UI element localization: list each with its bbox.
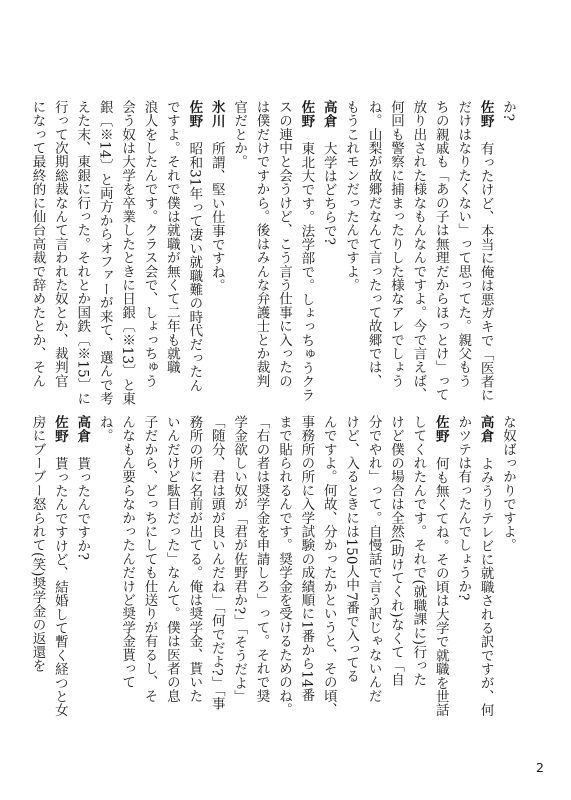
speaker-name: 佐野 [298, 100, 315, 128]
line-text: 務所の所に名前が出てる。俺は奨学金、貰いた [186, 415, 203, 703]
text-line [452, 100, 474, 388]
text-line [161, 100, 183, 380]
text-line [362, 100, 384, 388]
text-line [26, 100, 48, 388]
text-line [71, 415, 93, 690]
line-text: ですよ。それで僕は就職が無くて二年も就職 [163, 100, 180, 374]
line-text: 会う奴は大学を卒業したときに日銀〔※13〕と東 [119, 100, 136, 406]
line-text: 何も無くてね。その頃は大学で就職を世話 [432, 456, 449, 718]
line-text: スの連中と会うけど、こう言う仕事に入ったの [275, 100, 292, 388]
line-text: は僕だけですから。後はみんな弁護士とか裁判 [253, 100, 270, 388]
text-line [385, 100, 407, 388]
text-line [93, 415, 115, 690]
text-line [48, 415, 70, 718]
text-line [250, 100, 272, 388]
text-line [205, 100, 227, 380]
text-line [161, 415, 183, 703]
speaker-name: 高倉 [477, 415, 494, 443]
text-line [474, 415, 496, 718]
text-line [362, 415, 384, 703]
line-text: 学金欲しい奴が「君が佐野君か?」「そうだよ」 [231, 415, 248, 704]
line-text: けど、入るときには150人中7番で入ってる [343, 415, 360, 684]
text-line [385, 415, 407, 690]
line-text: けど僕の場合は全然(助けてくれ)なくて「自 [387, 415, 404, 687]
text-line [26, 415, 48, 690]
text-line [317, 415, 339, 717]
line-text: 房にブーブー怒られて(笑)奨学金の返還を [29, 415, 46, 673]
text-line [116, 415, 138, 690]
page-number: 2 [536, 760, 544, 775]
dialogue-block-top [29, 100, 519, 406]
line-text: ね。 [96, 415, 113, 443]
text-line [183, 415, 205, 703]
line-text: 「随分、君は頭が良いんだね」「何でだよ?」「事 [208, 415, 225, 711]
speaker-name: 佐野 [477, 100, 494, 128]
line-text: 貰ったんですか? [74, 456, 91, 561]
line-text: いんだけど駄目だった」なんて。僕は医者の息 [163, 415, 180, 703]
text-line [183, 100, 205, 393]
text-line [474, 100, 496, 403]
line-text: 有ったけど、本当に俺は悪ガキで「医者に [477, 141, 494, 403]
text-line [407, 100, 429, 402]
text-line [228, 415, 250, 704]
text-line [273, 100, 295, 388]
text-line [48, 100, 70, 388]
line-text: 官だとか。 [231, 100, 248, 169]
line-text: もうこれモンだったんですよ。 [343, 100, 360, 292]
speaker-name: 佐野 [432, 415, 449, 443]
text-line [340, 415, 362, 690]
text-line [205, 415, 227, 711]
text-line [407, 415, 429, 690]
line-text: になって最終的に仙台高裁で辞めたとか、そん [29, 100, 46, 388]
line-text: な奴ばっかりですよ。 [500, 415, 516, 552]
text-line [497, 100, 519, 380]
text-line [452, 415, 474, 690]
text-line [138, 100, 160, 388]
speaker-name: 佐野 [186, 100, 203, 128]
text-line [273, 415, 295, 717]
line-text: 銀〔※14〕と両方からオファーが来て、選んで考 [96, 100, 113, 406]
line-text: まで貼られるんです。奨学金を受けるためのね。 [275, 415, 292, 717]
line-text: かツテは有ったんでしょうか? [455, 415, 472, 601]
text-line [295, 100, 317, 403]
line-text: んなもん要らなかったんだけど奨学金貰って [119, 415, 136, 689]
text-line [250, 415, 272, 703]
text-line [497, 415, 519, 690]
line-text: だけはなりたくない」って思ってた。親父もう [455, 100, 472, 388]
line-text: してくれたんです。それで(就職課に)行った [410, 415, 427, 687]
line-text: 浪人をしたんです。クラス会で、しょっちゅう [141, 100, 158, 388]
line-text: 行って次期総裁なんて言われた奴とか、裁判官 [51, 100, 68, 388]
text-line [138, 415, 160, 703]
line-text: 昭和31年って凄い就職難の時代だったん [186, 141, 203, 393]
speaker-name: 佐野 [51, 415, 68, 443]
text-line [295, 415, 317, 702]
text-line [429, 100, 451, 402]
line-text: 東北大です。法学部で。しょっちゅうクラ [298, 141, 315, 403]
line-text: 事務所の所に入学試験の成績順に1番から14番 [298, 415, 315, 702]
line-text: んですよ。何故、分かったかというと、その頃、 [320, 415, 337, 717]
line-text: ね。山梨が故郷だなんて言ったって故郷では、 [365, 100, 382, 388]
line-text: よみうりテレビに就職される訳ですが、何 [477, 456, 494, 718]
speaker-name: 高倉 [74, 415, 91, 443]
speaker-name: 氷川 [208, 100, 225, 128]
line-text: 貰ったんですけど、結婚して暫く経つと女 [51, 456, 68, 718]
speaker-name: 高倉 [320, 100, 337, 128]
text-line [71, 100, 93, 406]
text-line [317, 100, 339, 380]
line-text: 何回も警察に捕まったりした様なアレでしょう [387, 100, 404, 388]
line-text: か? [500, 100, 516, 122]
text-line [429, 415, 451, 718]
text-line [228, 100, 250, 380]
line-text: えた末、東銀に行った。それとか国鉄〔※15〕に [74, 100, 91, 406]
text-line [93, 100, 115, 406]
text-line [340, 100, 362, 380]
line-text: ちの親戚も「あの子は無理だからほっとけ」って [432, 100, 449, 402]
line-text: 放り出された様なもんなんですよ。今で言えば、 [410, 100, 427, 402]
line-text: 大学はどちらで? [320, 141, 337, 246]
line-text: 分でやれ」って。自慢話で言う訳じゃないんだ [365, 415, 382, 703]
text-line [116, 100, 138, 406]
dialogue-block-bottom [29, 415, 519, 718]
line-text: 「右の者は奨学金を申請しろ」って。それで奨 [253, 415, 270, 703]
line-text: 所謂、堅い仕事ですね。 [208, 141, 225, 293]
line-text: 子だから、どっちにしても仕送りが有るし、そ [141, 415, 158, 703]
